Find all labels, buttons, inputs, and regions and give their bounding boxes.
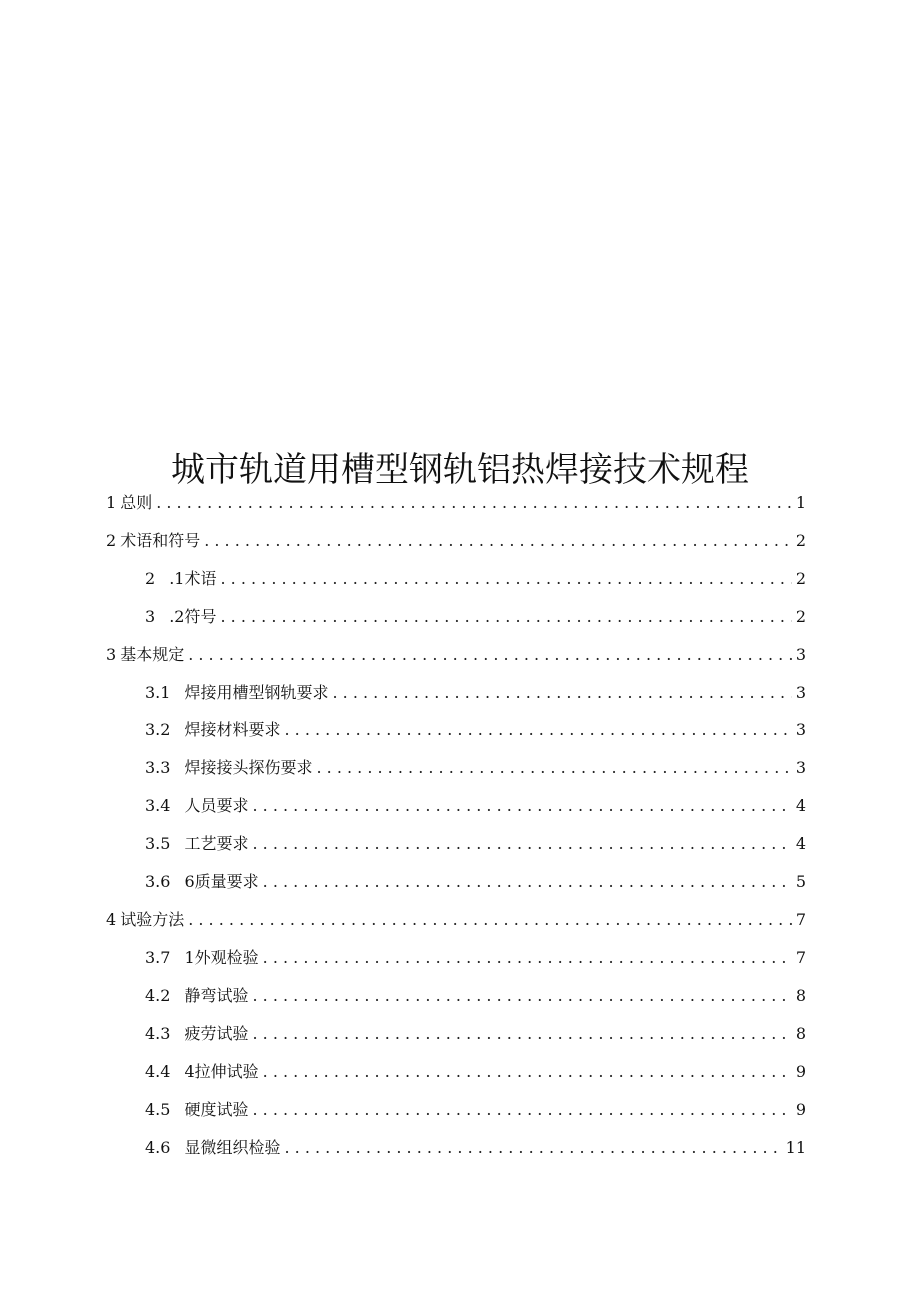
toc-entry-page-number: 2 (795, 607, 806, 626)
toc-dot-leader (156, 485, 792, 521)
toc-entry-number: 3 (106, 645, 117, 664)
toc-entry-page-number: 5 (795, 872, 806, 891)
toc-dot-leader (252, 1016, 791, 1052)
toc-entry[interactable] (145, 940, 806, 976)
toc-entry-label: 总则 (120, 493, 153, 512)
toc-entry-page-number: 3 (795, 683, 806, 702)
toc-entry-label: 工艺要求 (184, 834, 249, 853)
toc-entry-page-number: 1 (795, 493, 806, 512)
toc-entry[interactable] (145, 826, 806, 862)
toc-entry[interactable] (106, 523, 806, 559)
toc-entry-label: 4拉伸试验 (184, 1062, 259, 1081)
toc-dot-leader (252, 978, 791, 1014)
toc-entry-page-number: 2 (795, 569, 806, 588)
toc-dot-leader (284, 1130, 781, 1166)
toc-entry-label: 试验方法 (120, 910, 185, 929)
toc-entry-number: 3 (145, 607, 156, 626)
toc-entry-label: 静弯试验 (184, 986, 249, 1005)
toc-entry-label: 6质量要求 (184, 872, 259, 891)
toc-entry[interactable] (145, 1054, 806, 1090)
toc-entry-page-number: 2 (795, 531, 806, 550)
toc-entry-page-number: 8 (795, 1024, 806, 1043)
toc-entry-page-number: 3 (795, 645, 806, 664)
toc-entry-number: 3.4 (145, 796, 171, 815)
toc-dot-leader (263, 864, 792, 900)
toc-entry[interactable] (106, 902, 806, 938)
toc-entry-label: 术语和符号 (120, 531, 201, 550)
toc-entry-page-number: 8 (795, 986, 806, 1005)
toc-dot-leader (204, 523, 792, 559)
toc-entry-number: 4.4 (145, 1062, 171, 1081)
toc-dot-leader (284, 712, 791, 748)
toc-entry-page-number: 11 (785, 1138, 806, 1157)
toc-entry-label: 基本规定 (120, 645, 185, 664)
toc-entry-label: 1外观检验 (184, 948, 259, 967)
toc-dot-leader (263, 1054, 792, 1090)
toc-entry-label: 疲劳试验 (184, 1024, 249, 1043)
toc-entry-number: 4.3 (145, 1024, 171, 1043)
toc-entry-page-number: 3 (795, 720, 806, 739)
toc-entry-label: .2符号 (169, 607, 217, 626)
toc-entry-number: 4.6 (145, 1138, 171, 1157)
toc-dot-leader (316, 750, 791, 786)
toc-entry-page-number: 7 (795, 910, 806, 929)
toc-entry[interactable] (145, 561, 806, 597)
toc-entry-number: 3.3 (145, 758, 171, 777)
toc-entry[interactable] (145, 864, 806, 900)
toc-entry-number: 3.2 (145, 720, 171, 739)
toc-dot-leader (263, 940, 792, 976)
toc-entry-number: 4.5 (145, 1100, 171, 1119)
toc-entry-number: 4.2 (145, 986, 171, 1005)
toc-entry[interactable] (145, 1130, 806, 1166)
toc-entry-label: 焊接材料要求 (184, 720, 281, 739)
toc-entry-label: 焊接用槽型钢轨要求 (184, 683, 329, 702)
toc-entry[interactable] (145, 978, 806, 1014)
toc-entry[interactable] (145, 750, 806, 786)
toc-entry-number: 3.7 (145, 948, 171, 967)
toc-dot-leader (220, 561, 791, 597)
toc-entry-number: 3.1 (145, 683, 171, 702)
toc-entry-number: 2 (145, 569, 156, 588)
toc-entry-number: 4 (106, 910, 117, 929)
toc-entry[interactable] (145, 1016, 806, 1052)
toc-entry-page-number: 7 (795, 948, 806, 967)
toc-entry[interactable] (145, 788, 806, 824)
toc-entry[interactable] (145, 1092, 806, 1128)
toc-dot-leader (252, 1092, 791, 1128)
toc-dot-leader (188, 902, 792, 938)
toc-entry-page-number: 4 (795, 796, 806, 815)
toc-dot-leader (188, 637, 792, 673)
toc-entry-number: 1 (106, 493, 117, 512)
toc-entry[interactable] (106, 637, 806, 673)
toc-entry-label: .1术语 (169, 569, 217, 588)
toc-entry-page-number: 4 (795, 834, 806, 853)
toc-entry-number: 3.6 (145, 872, 171, 891)
toc-entry[interactable] (106, 485, 806, 521)
toc-entry-page-number: 3 (795, 758, 806, 777)
document-title: 城市轨道用槽型钢轨铝热焊接技术规程 (171, 450, 749, 490)
toc-entry-number: 2 (106, 531, 117, 550)
toc-entry[interactable] (145, 675, 806, 711)
toc-entry-label: 硬度试验 (184, 1100, 249, 1119)
toc-dot-leader (332, 675, 791, 711)
toc-entry-label: 显微组织检验 (184, 1138, 281, 1157)
toc-dot-leader (252, 826, 791, 862)
toc-entry-number: 3.5 (145, 834, 171, 853)
toc-entry[interactable] (145, 712, 806, 748)
toc-entry-label: 人员要求 (184, 796, 249, 815)
toc-entry-label: 焊接接头探伤要求 (184, 758, 313, 777)
toc-entry-page-number: 9 (795, 1100, 806, 1119)
toc-dot-leader (220, 599, 791, 635)
toc-dot-leader (252, 788, 791, 824)
toc-entry[interactable] (145, 599, 806, 635)
toc-entry-page-number: 9 (795, 1062, 806, 1081)
